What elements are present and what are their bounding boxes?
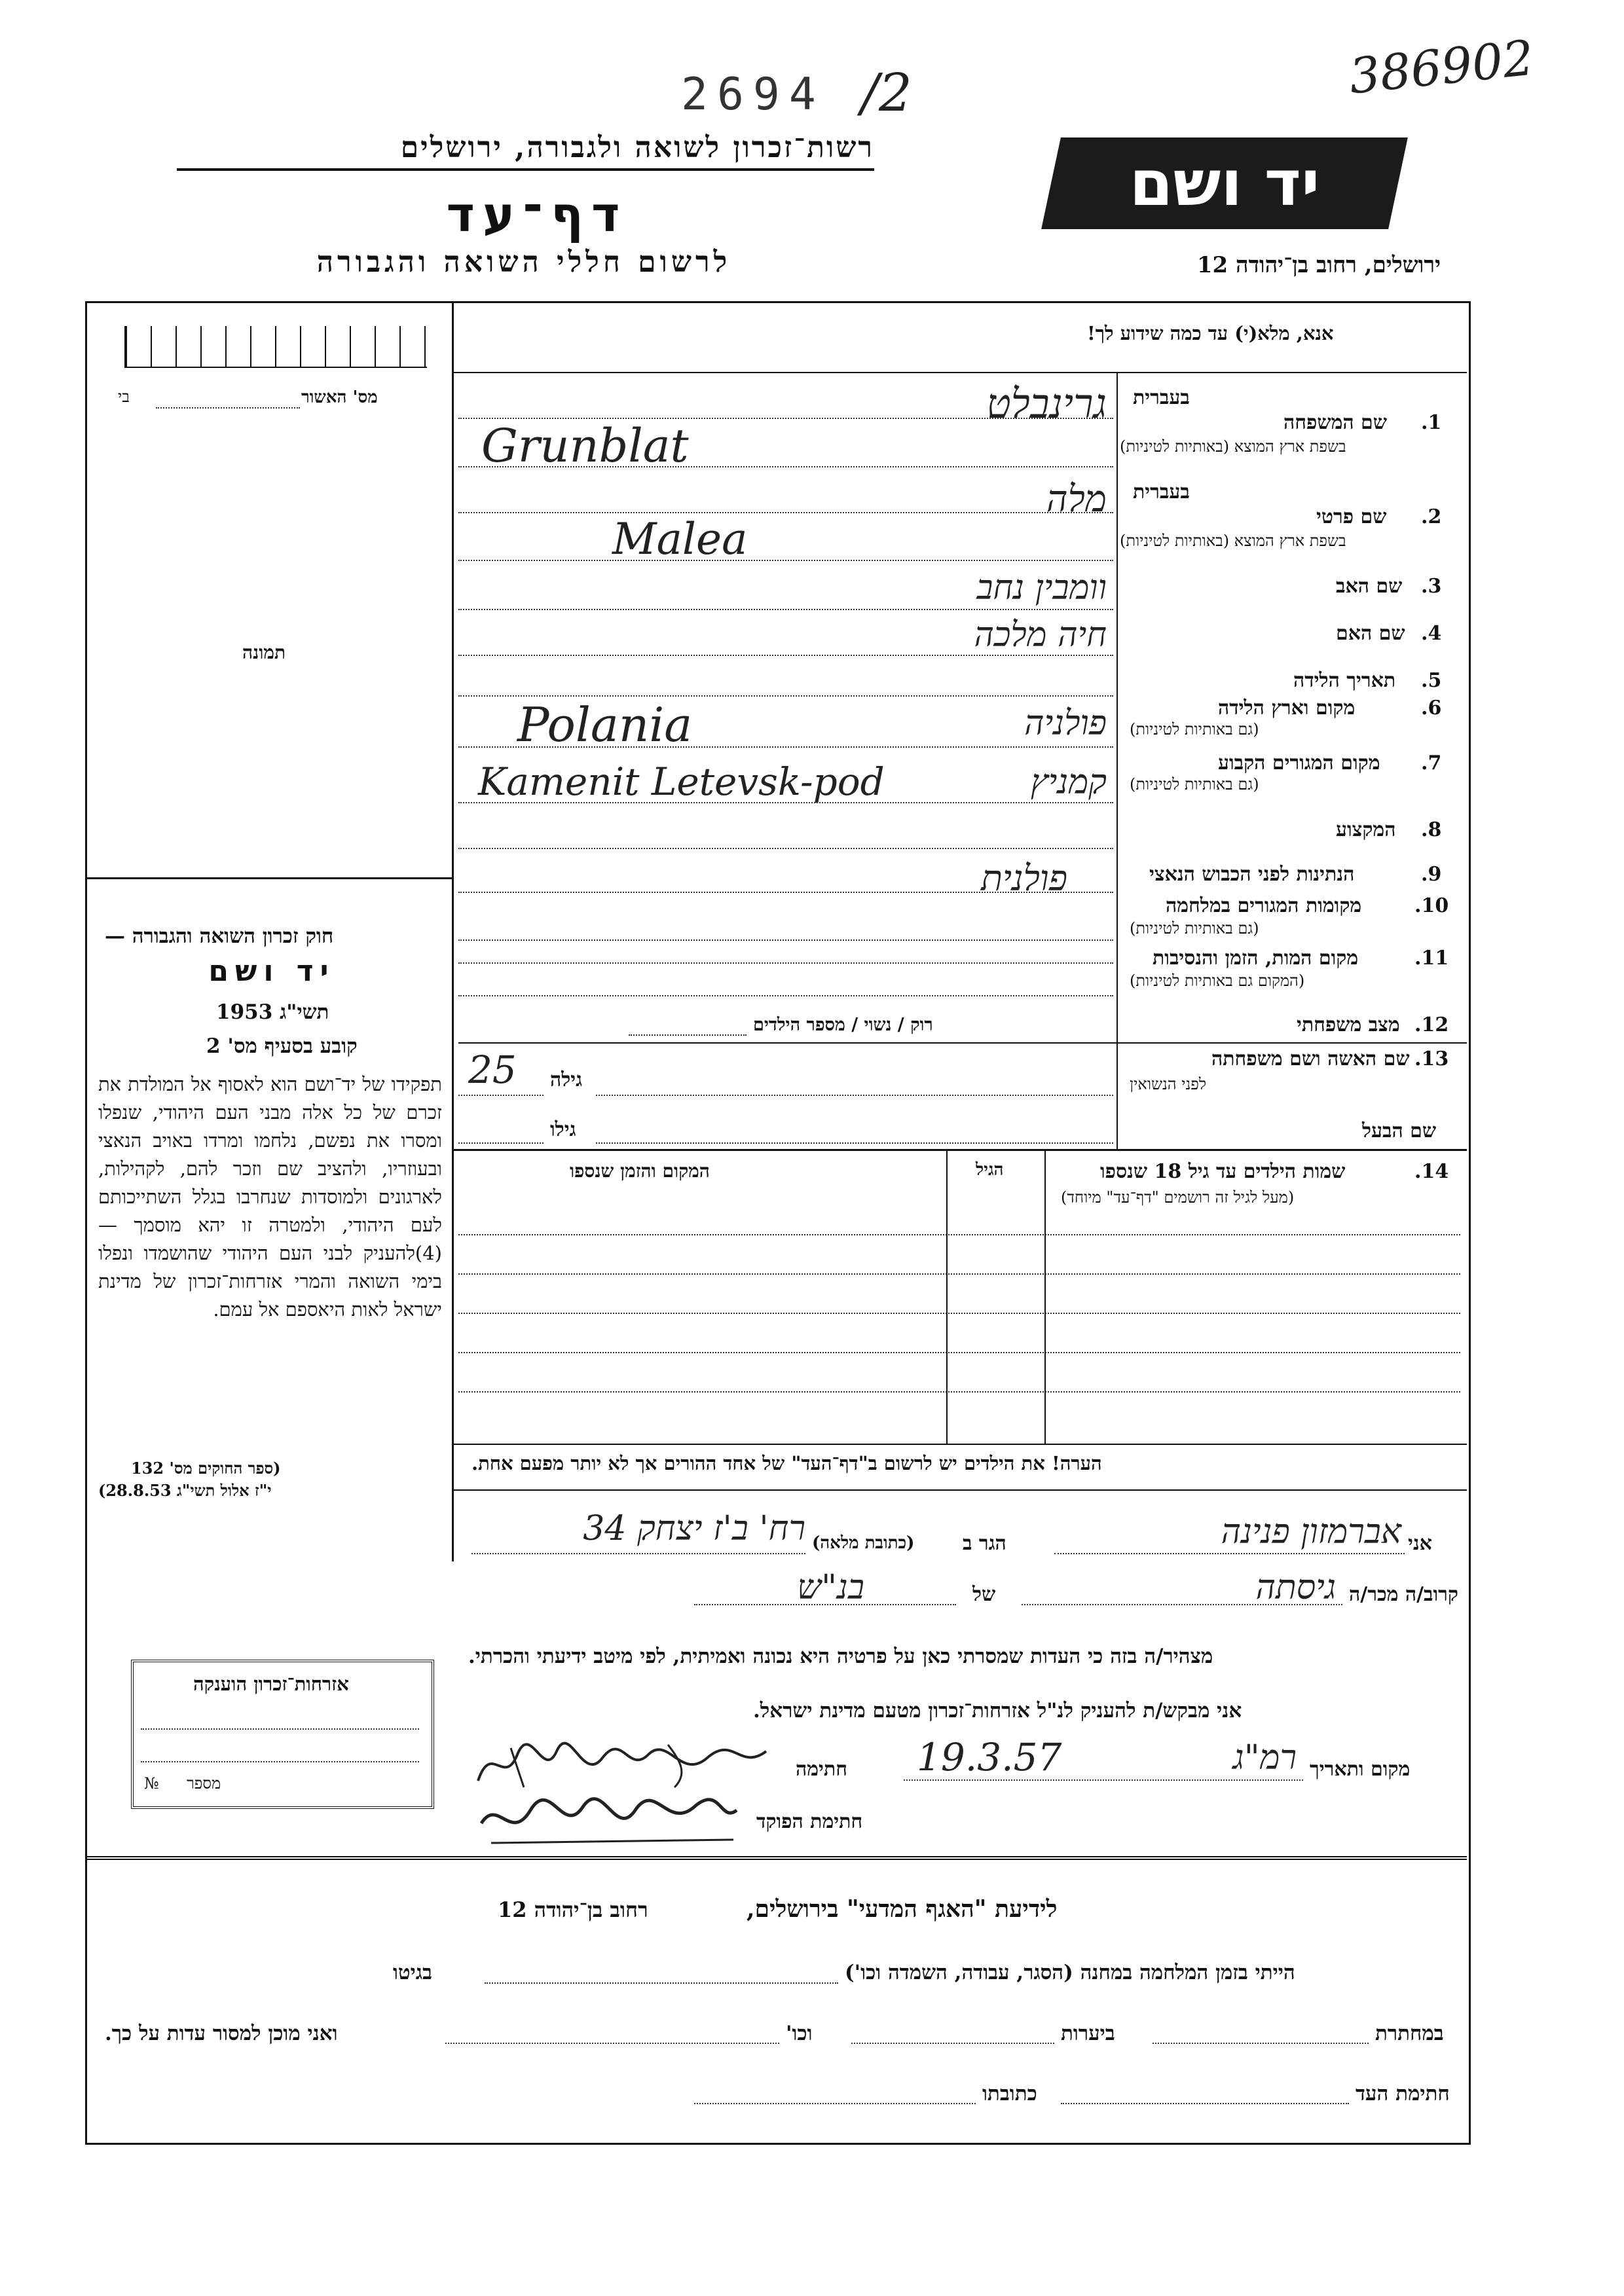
label-column-divider: [1116, 373, 1118, 1149]
field-14-note: (מעל לגיל זה רושמים "דף־עד" מיוחד): [1061, 1188, 1295, 1207]
footer-line3-b: כתובתו: [982, 2082, 1037, 2105]
field-6-num: 6.: [1421, 697, 1442, 720]
field-3-value[interactable]: וומבין נחב: [976, 568, 1107, 608]
signature-label: חתימה: [796, 1758, 847, 1781]
of-label: של: [972, 1583, 996, 1606]
relative-label: קרוב/ה מכר/ה: [1349, 1583, 1458, 1606]
law-text: תפקידו של יד־ושם הוא לאסוף אל המולדת את זכרם של כל אלה מבני העם היהודי, שנפלו ומסרו את נפשם, נלחמו ומרדו באויב הנאצי ובעוזריו, ולהציב שם וזכר להם, לקהילות, לארגונים ולמוסדות שנחרבו בגלל השתייכותם לעם היהודי, ולמטרה זו יהא מוסמך — (4)להעניק לבני העם היהודי שהושמדו ונפלו בימי השואה והמרי אזרחות־זכרון של מדינת ישראל לאות היאספם אל עמם.: [98, 1073, 442, 1321]
declare-text: מצהיר/ה בזה כי העדות שמסרתי כאן על פרטיה היא נכונה ואמיתית, לפי מיטב ידיעתי והכרתי.: [468, 1645, 1213, 1668]
field-10-label: מקומות המגורים במלחמה: [1166, 894, 1362, 917]
children-row-3: [458, 1313, 1460, 1314]
field-5-num: 5.: [1421, 669, 1442, 692]
field-7-latin-value[interactable]: Kamenit Letevsk-pod: [478, 759, 885, 804]
address-value[interactable]: רח' ב'ז יצחק 34: [583, 1509, 805, 1548]
field-13-age-label: גילה: [550, 1068, 583, 1091]
field-8-label: המקצוע: [1336, 818, 1396, 841]
footer-line2-d: ואני מוכן למסור עדות על כך.: [105, 2022, 338, 2045]
declarant-name[interactable]: אברמזון פנינה: [1221, 1512, 1401, 1552]
field-13-label: שם האשה ושם משפחתה: [1211, 1048, 1410, 1070]
instruction-rule: [452, 372, 1467, 373]
of-value[interactable]: בנ"ש: [797, 1568, 864, 1607]
field-14-label: שמות הילדים עד גיל 18 שנספו: [1100, 1160, 1346, 1183]
field-6-hebrew-value[interactable]: פולניה: [1024, 704, 1107, 743]
relation-line: [1022, 1604, 1342, 1605]
field-1-latin-line: [458, 466, 1113, 467]
husband-age-label: גילו: [550, 1118, 576, 1141]
field-1-hebrew-value[interactable]: גרינבלט: [986, 380, 1107, 428]
field-11-line-2: [458, 995, 1113, 996]
husband-age-line: [458, 1142, 544, 1144]
footer-line3-blank-2: [694, 2103, 976, 2104]
husband-line: [596, 1142, 1113, 1144]
date-value[interactable]: 19.3.57: [917, 1735, 1062, 1779]
field-9-label: הנתינות לפני הכבוש הנאצי: [1149, 863, 1355, 886]
footer-line1-b: בגיטו: [393, 1961, 432, 1984]
husband-label: שם הבעל: [1362, 1120, 1437, 1142]
footer-line3-a: חתימת העד: [1356, 2082, 1450, 2105]
official-signature: [471, 1784, 747, 1850]
relation-value[interactable]: גיסתה: [1255, 1568, 1336, 1607]
children-place-header: המקום והזמן שנספו: [570, 1160, 710, 1182]
field-2-num: 2.: [1421, 505, 1442, 528]
corner-archive-number: 386902: [1346, 29, 1537, 105]
field-4-value[interactable]: חיה מלכה: [974, 615, 1107, 655]
tick-box-strip: [124, 326, 427, 368]
place-value[interactable]: רמ"ג: [1232, 1738, 1297, 1777]
field-12-options[interactable]: רוק / נשוי / מספר הילדים: [753, 1015, 933, 1035]
field-1-label: שם המשפחה: [1283, 411, 1388, 434]
field-12-label: מצב משפחתי: [1297, 1013, 1400, 1036]
certificate-line-1: [141, 1728, 419, 1730]
field-3-label: שם האב: [1336, 575, 1403, 598]
form-subtitle: לרשום חללי השואה והגבורה: [316, 246, 731, 279]
children-col-divider-1: [1044, 1149, 1046, 1444]
field-13-num: 13.: [1414, 1048, 1449, 1070]
footer-line1-a: הייתי בזמן המלחמה במחנה (הסגר, עבודה, השמדה וכו'): [845, 1961, 1295, 1984]
law-clause: קובע בסעיף מס' 2: [206, 1034, 358, 1058]
law-years: תשי"ג 1953: [216, 1000, 329, 1024]
footer-line1-blank: [485, 1982, 838, 1984]
field-11-num: 11.: [1414, 947, 1449, 970]
field-13-line: [596, 1095, 1113, 1096]
field-11-label: מקום המות, הזמן והנסיבות: [1153, 947, 1359, 970]
declarant-name-line: [1054, 1553, 1405, 1554]
field-10-num: 10.: [1414, 894, 1449, 917]
certificate-title: אזרחות־זכרון הוענקה: [193, 1673, 349, 1695]
file-number: 2694: [681, 69, 825, 120]
field-4-num: 4.: [1421, 622, 1442, 645]
footer-line2-blank-3: [445, 2043, 779, 2044]
children-age-header: הגיל: [976, 1160, 1004, 1180]
field-7-note: (גם באותיות לטיניות): [1130, 775, 1259, 793]
field-8-num: 8.: [1421, 818, 1442, 841]
field-10-note: (גם באותיות לטיניות): [1130, 919, 1259, 938]
declaration-ani: אני: [1408, 1532, 1432, 1555]
field-6-label: מקום וארץ הלידה: [1218, 697, 1356, 720]
file-suffix: /2: [861, 62, 912, 123]
law-title: חוק זכרון השואה והגבורה —: [105, 924, 334, 948]
children-row-2: [458, 1273, 1460, 1275]
logo-text: יד ושם: [1129, 147, 1320, 220]
remark-rule: [452, 1489, 1467, 1491]
address-line: [471, 1553, 805, 1554]
certificate-number-mark: №: [144, 1774, 159, 1793]
children-top-rule: [452, 1149, 1467, 1151]
field-12-rule: [458, 1042, 1467, 1044]
yad-vashem-logo: [1041, 137, 1408, 229]
field-2-latin-value[interactable]: Malea: [612, 514, 748, 564]
children-bottom-rule: [452, 1444, 1467, 1445]
institution-name: רשות־זכרון לשואה ולגבורה, ירושלים: [177, 131, 874, 171]
field-13-age-line: [458, 1095, 544, 1096]
footer-line2-blank-1: [1153, 2043, 1369, 2044]
certificate-line-2: [141, 1761, 419, 1762]
field-6-latin-value[interactable]: Polania: [517, 697, 693, 752]
of-line: [694, 1604, 956, 1605]
request-text: אני מבקש/ת להעניק לנ"ל אזרחות־זכרון מטעם מדינת ישראל.: [753, 1699, 1242, 1722]
footer-line2-b: ביערות: [1061, 2022, 1115, 2045]
field-5-label: תאריך הלידה: [1293, 669, 1396, 692]
children-row-5: [458, 1391, 1460, 1393]
children-col-divider-2: [946, 1149, 948, 1444]
field-1-latin-tag: בשפת ארץ המוצא (באותיות לטיניות): [1120, 437, 1346, 456]
sidebar-divider: [452, 301, 454, 1561]
field-1-latin-value[interactable]: Grunblat: [481, 419, 689, 473]
field-7-label: מקום המגורים הקבוע: [1218, 752, 1380, 774]
field-2-latin-tag: בשפת ארץ המוצא (באותיות לטיניות): [1120, 532, 1346, 550]
field-1-num: 1.: [1421, 411, 1442, 434]
field-7-num: 7.: [1421, 752, 1442, 774]
footer-top-rule: [85, 1856, 1467, 1860]
field-2-hebrew-value[interactable]: מלה: [1046, 478, 1107, 520]
footer-line2-c: וכו': [786, 2022, 813, 2045]
field-4-label: שם האם: [1336, 622, 1405, 645]
form-title: דף־עד: [446, 187, 628, 243]
field-9-num: 9.: [1421, 863, 1442, 886]
children-row-1: [458, 1234, 1460, 1235]
address: ירושלים, רחוב בן־יהודה 12: [1196, 252, 1441, 278]
field-12-line: [629, 1034, 747, 1036]
field-2-latin-line: [458, 560, 1113, 561]
law-source-2: י"ז אלול תשי"ג 28.8.53): [98, 1481, 272, 1500]
approval-label: מס' האשור: [301, 388, 378, 407]
law-source-1: (ספר החוקים מס' 132: [131, 1459, 281, 1478]
approval-line: [156, 407, 300, 409]
field-7-hebrew-value[interactable]: קמניץ: [1030, 763, 1107, 802]
field-2-label: שם פרטי: [1316, 505, 1387, 528]
footer-line2-blank-2: [851, 2043, 1054, 2044]
field-7-line: [458, 802, 1113, 803]
place-date-line: [904, 1779, 1303, 1781]
remark-text: הערה! את הילדים יש לרשום ב"דף־העד" של אחד ההורים אך לא יותר מפעם אחת.: [471, 1452, 1102, 1474]
place-date-label: מקום ותאריך: [1310, 1758, 1411, 1781]
footer-line3-blank-1: [1061, 2103, 1349, 2104]
footer-line2-a: במחתרת: [1375, 2022, 1444, 2045]
field-9-line: [458, 892, 1113, 893]
field-13-age-value[interactable]: 25: [468, 1048, 517, 1092]
children-row-4: [458, 1352, 1460, 1353]
field-9-value[interactable]: פולנית: [980, 858, 1067, 899]
field-6-note: (גם באותיות לטיניות): [1130, 720, 1259, 738]
field-11-line-1: [458, 962, 1113, 964]
resides-label: הגר ב: [963, 1532, 1006, 1555]
field-11-note: (המקום גם באותיות לטיניות): [1130, 972, 1305, 990]
certificate-number-label: מספר: [187, 1774, 221, 1793]
instruction-text: אנא, מלא(י) עד כמה שידוע לך!: [1087, 322, 1334, 344]
photo-label: תמונה: [242, 642, 286, 663]
law-logo: יד ושם: [208, 955, 335, 988]
field-8-line: [458, 848, 1113, 849]
field-2-hebrew-tag: בעברית: [1133, 481, 1190, 503]
approval-mark: בי: [118, 388, 130, 406]
footer-title: לידיעת "האגף המדעי" בירושלים,: [747, 1895, 1058, 1923]
field-14-num: 14.: [1414, 1160, 1449, 1183]
full-address-label: (כתובת מלאה): [812, 1533, 915, 1553]
photo-box-bottom: [85, 877, 452, 879]
field-10-line: [458, 939, 1113, 941]
field-2-hebrew-line: [458, 512, 1113, 513]
field-1-hebrew-tag: בעברית: [1133, 386, 1190, 409]
field-4-line: [458, 655, 1113, 656]
field-13-note: לפני הנשואין: [1130, 1075, 1207, 1093]
field-6-line: [458, 746, 1113, 748]
field-5-line: [458, 695, 1113, 697]
official-label: חתימת הפוקד: [756, 1810, 863, 1833]
field-3-line: [458, 609, 1113, 610]
field-12-num: 12.: [1414, 1013, 1449, 1036]
footer-address: רחוב בן־יהודה 12: [498, 1897, 648, 1922]
field-3-num: 3.: [1421, 575, 1442, 598]
